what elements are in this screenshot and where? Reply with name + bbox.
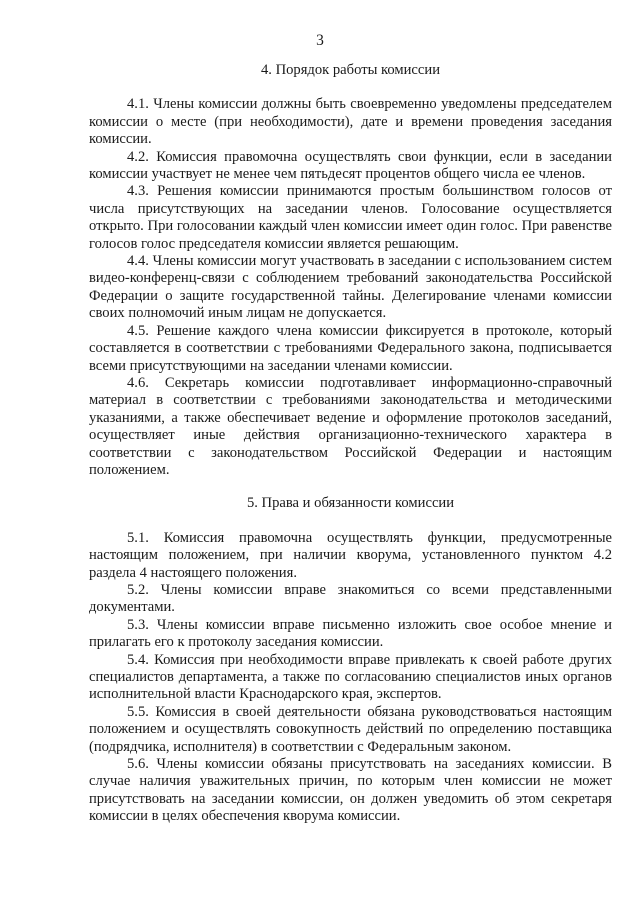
paragraph-number: 4.2. <box>127 148 149 165</box>
paragraph-text: Комиссия в своей деятельности обязана руководствоваться настоящим положением и осуществлять совокупность действий по определению поставщика (подрядчика, исполнителя) в соответствии с Федеральным законом. <box>89 703 612 755</box>
paragraph-5-1 <box>89 530 612 582</box>
paragraph-text: Члены комиссии вправе знакомиться со всеми представленными документами. <box>89 581 612 616</box>
page-number: 3 <box>316 32 324 49</box>
section-5-heading: 5. Права и обязанности комиссии <box>246 495 455 512</box>
paragraph-number: 5.4. <box>127 651 149 668</box>
paragraph-5-4 <box>89 652 612 704</box>
paragraph-text: Члены комиссии должны быть своевременно уведомлены председателем комиссии о месте (при необходимости), дате и времени проведения заседания комиссии. <box>89 96 612 148</box>
paragraph-4-4 <box>89 253 612 323</box>
paragraph-number: 4.5. <box>127 322 149 339</box>
paragraph-text: Комиссия правомочна осуществлять свои функции, если в заседании комиссии участвует не менее чем пятьдесят процентов общего числа ее членов. <box>89 148 612 183</box>
paragraph-4-2 <box>89 149 612 184</box>
paragraph-5-6 <box>89 756 612 826</box>
paragraph-number: 5.1. <box>127 529 149 546</box>
paragraph-text: Решение каждого члена комиссии фиксируется в протоколе, который составляется в соответствии с требованиями Федерального закона, подписывается всеми присутствующими на заседании членами комиссии. <box>89 322 612 374</box>
paragraph-text: Члены комиссии могут участвовать в заседании с использованием систем видео-конференц-связи с соблюдением требований законодательства Российской Федерации о защите государственной тайны. Делегирование членами комиссии своих полномочий иным лицам не допускается. <box>89 253 612 322</box>
paragraph-number: 4.6. <box>127 374 149 391</box>
paragraph-4-5 <box>89 323 612 375</box>
paragraph-number: 5.6. <box>127 756 149 773</box>
paragraph-text: Члены комиссии обязаны присутствовать на заседаниях комиссии. В случае наличия уважительных причин, по которым член комиссии не может присутствовать на заседании комиссии, он должен уведомить об этом секретаря комиссии в целях обеспечения кворума комиссии. <box>89 756 612 825</box>
paragraph-number: 4.3. <box>127 183 149 200</box>
paragraph-number: 5.5. <box>127 703 149 720</box>
paragraph-4-6 <box>89 375 612 479</box>
paragraph-text: Решения комиссии принимаются простым большинством голосов от числа присутствующих на заседании членов. Голосование осуществляется открыто. При голосовании каждый член комиссии имеет один голос. При равенстве голосов голос председателя комиссии является решающим. <box>89 183 612 252</box>
paragraph-5-5 <box>89 704 612 756</box>
paragraph-number: 5.2. <box>127 581 149 598</box>
paragraph-number: 5.3. <box>127 616 149 633</box>
section-4-heading: 4. Порядок работы комиссии <box>260 62 441 78</box>
paragraph-text: Комиссия правомочна осуществлять функции, предусмотренные настоящим положением, при наличии кворума, установленного пунктом 4.2 раздела 4 настоящего положения. <box>89 529 612 581</box>
paragraph-5-2 <box>89 582 612 617</box>
paragraph-number: 4.4. <box>127 253 149 270</box>
paragraph-text: Комиссия при необходимости вправе привлекать к своей работе других специалистов департамента, а также по согласованию специалистов иных органов исполнительной власти Краснодарского края, экспертов. <box>89 651 612 703</box>
paragraph-5-3 <box>89 617 612 652</box>
paragraph-text: Секретарь комиссии подготавливает информационно-справочный материал в соответствии с требованиями законодательства и методическими указаниями, а также обеспечивает ведение и оформление протоколов заседаний, осуществляет иные действия организационно-технического характера в соответствии с законодательством Российской Федерации и настоящим положением. <box>89 374 613 478</box>
paragraph-text: Члены комиссии вправе письменно изложить свое особое мнение и прилагать его к протоколу заседания комиссии. <box>89 616 612 651</box>
paragraph-4-1 <box>89 96 612 148</box>
document-body <box>89 60 612 826</box>
paragraph-4-3 <box>89 183 612 253</box>
paragraph-number: 4.1. <box>127 96 149 113</box>
